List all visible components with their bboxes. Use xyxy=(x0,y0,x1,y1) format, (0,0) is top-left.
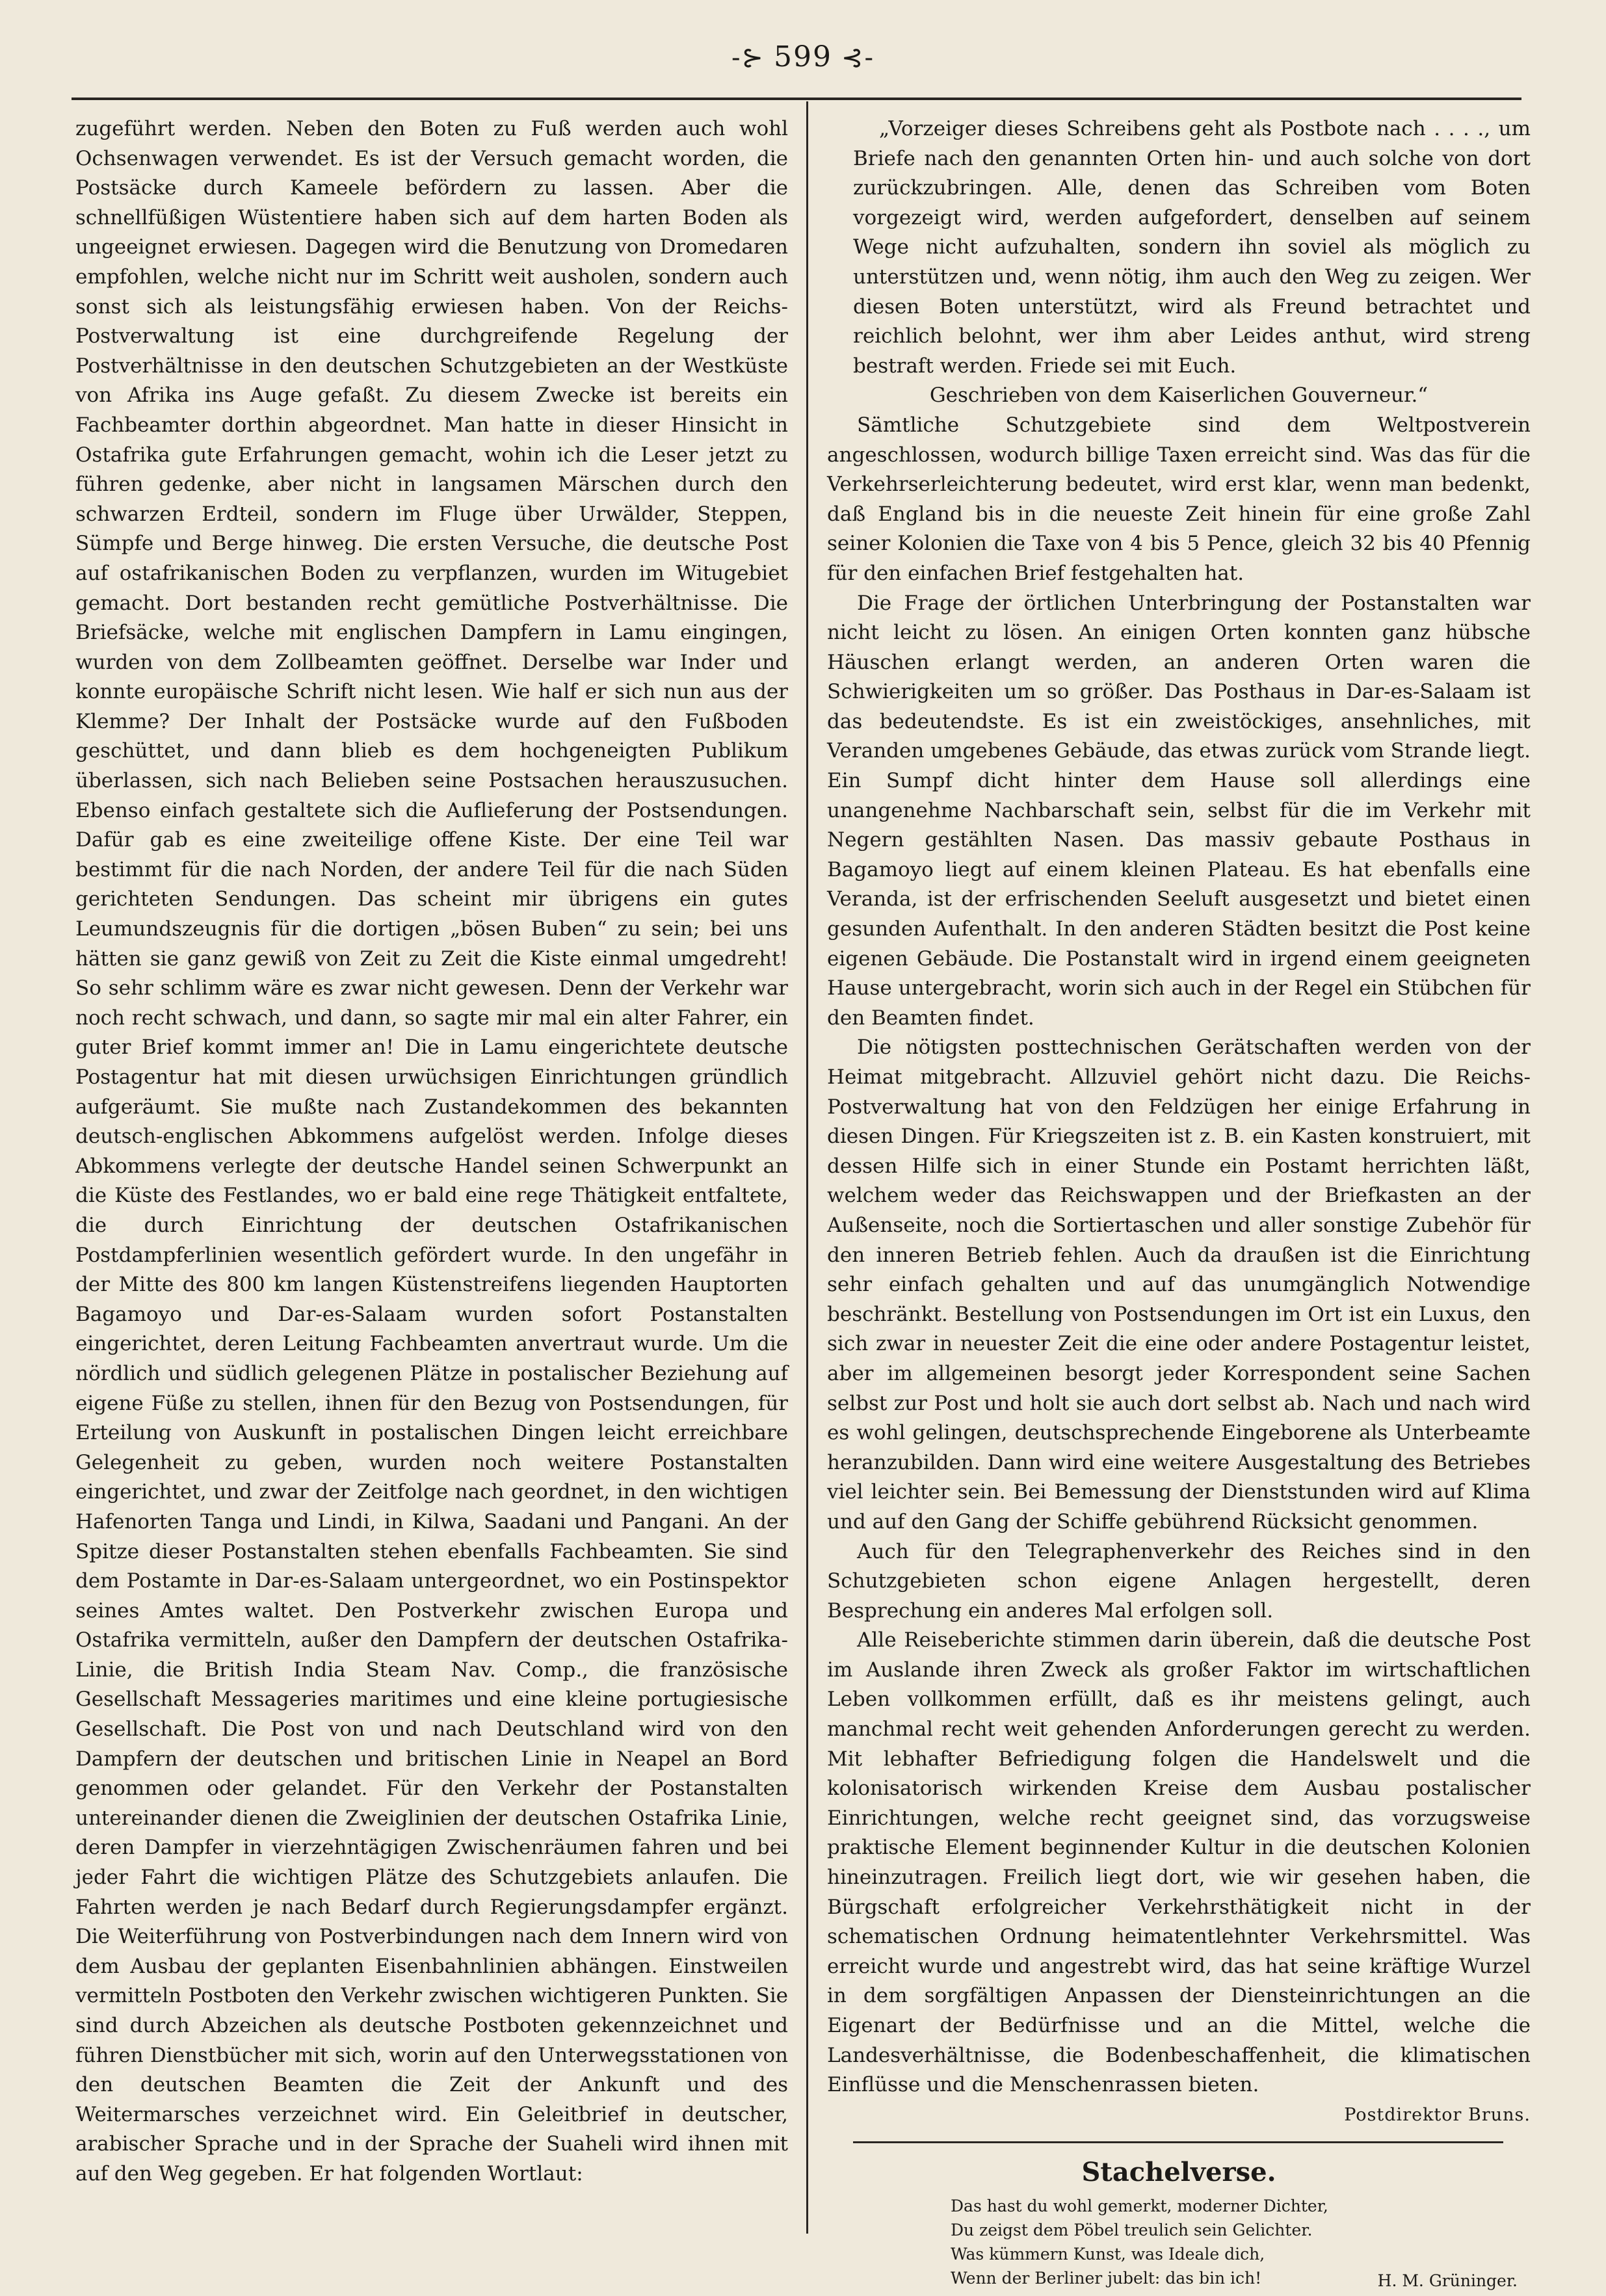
poem-line: Das hast du wohl gemerkt, moderner Dichter, xyxy=(951,2196,1328,2215)
paragraph-geraetschaften: Die nötigsten posttechnischen Gerätschaften werden von der Heimat mitgebracht. Allzuviel gehört nicht dazu. Die Reichs-Postverwaltung hat von den Feldzügen her einige Erfahrung in diesen Dingen. Für Kriegszeiten ist z. B. ein Kasten konstruiert, mit dessen Hilfe sich in einer Stunde ein Postamt herrichten läßt, welchem weder das Reichswappen und der Briefkasten an der Außenseite, noch die Sortiertaschen und aller sonstige Zubehör für den inneren Betrieb fehlen. Auch da draußen ist die Einrichtung sehr einfach gehalten und auf das unumgänglich Notwendige beschränkt. Bestellung von Postsendungen im Ort ist ein Luxus, den sich zwar in neuester Zeit die eine oder andere Postagentur leistet, aber im allgemeinen besorgt jeder Korrespondent seine Sachen selbst zur Post und holt sie auch dort selbst ab. Nach und nach wird es wohl gelingen, deutschsprechende Eingeborene als Unterbeamte heranzubilden. Dann wird eine weitere Ausgestaltung des Betriebes viel leichter sein. Bei Bemessung der Dienststunden wird auf Klima und auf den Gang der Schiffe gebührend Rücksicht genommen. xyxy=(827,1036,1531,1533)
poem-title: Stachelverse. xyxy=(1081,2157,1276,2188)
poem-line: Wenn der Berliner jubelt: das bin ich! xyxy=(951,2268,1262,2288)
paragraph-weltpostverein: Sämtliche Schutzgebiete sind dem Weltpostverein angeschlossen, wodurch billige Taxen erreicht sind. Was das für die Verkehrserleichterung bedeutet, wird erst klar, wenn man bedenkt, daß England bis in die neueste Zeit hinein für eine große Zahl seiner Kolonien die Taxe von 4 bis 5 Pence, gleich 32 bis 40 Pfennig für den einfachen Brief festgehalten hat. xyxy=(827,413,1531,585)
page-header xyxy=(0,40,1606,73)
poem-line: Du zeigst dem Pöbel treulich sein Gelichter. xyxy=(951,2220,1313,2239)
author-signature: Postdirektor Bruns. xyxy=(1344,2104,1531,2125)
column-divider xyxy=(806,101,808,2234)
left-column-text: zugeführt werden. Neben den Boten zu Fuß werden auch wohl Ochsenwagen verwendet. Es ist der Versuch gemacht worden, die Postsäcke durch Kameele befördern zu lassen. Aber die schnellfüßigen Wüstentiere haben sich auf dem harten Boden als ungeeignet erwiesen. Dagegen wird die Benutzung von Dromedaren empfohlen, welche nicht nur im Schritt weit ausholen, sondern auch sonst sich als leistungsfähig erwiesen haben. Von der Reichs-Postverwaltung ist eine durchgreifende Regelung der Postverhältnisse in den deutschen Schutzgebieten an der Westküste von Afrika ins Auge gefaßt. Zu diesem Zwecke ist bereits ein Fachbeamter dorthin abgeordnet. Man hatte in dieser Hinsicht in Ostafrika gute Erfahrungen gemacht, wohin ich die Leser jetzt zu führen gedenke, aber nicht in langsamen Märschen durch den schwarzen Erdteil, sondern im Fluge über Urwälder, Steppen, Sümpfe und Berge hinweg. Die ersten Versuche, die deutsche Post auf ostafrikanischen Boden zu verpflanzen, wurden im Witugebiet gemacht. Dort bestanden recht gemütliche Postverhältnisse. Die Briefsäcke, welche mit englischen Dampfern in Lamu eingingen, wurden von dem Zollbeamten geöffnet. Derselbe war Inder und konnte europäische Schrift nicht lesen. Wie half er sich nun aus der Klemme? Der Inhalt der Postsäcke wurde auf den Fußboden geschüttet, und dann blieb es dem hochgeneigten Publikum überlassen, sich nach Belieben seine Postsachen herauszusuchen. Ebenso einfach gestaltete sich die Auflieferung der Postsendungen. Dafür gab es eine zweiteilige offene Kiste. Der eine Teil war bestimmt für die nach Norden, der andere Teil für die nach Süden gerichteten Sendungen. Das scheint mir übrigens ein gutes Leumundszeugnis für die dortigen „bösen Buben“ zu sein; bei uns hätten sie ganz gewiß von Zeit zu Zeit die Kiste einmal umgedreht! So sehr schlimm wäre es zwar nicht gewesen. Denn der Verkehr war noch recht schwach, und dann, so sagte mir mal ein alter Fahrer, ein guter Brief kommt immer an! Die in Lamu eingerichtete deutsche Postagentur hat mit diesen urwüchsigen Einrichtungen gründlich aufgeräumt. Sie mußte nach Zustandekommen des bekannten deutsch-englischen Abkommens aufgelöst werden. Infolge dieses Abkommens verlegte der deutsche Handel seinen Schwerpunkt an die Küste des Festlandes, wo er bald eine rege Thätigkeit entfaltete, die durch Einrichtung der deutschen Ostafrikanischen Postdampferlinien wesentlich gefördert wurde. In den ungefähr in der Mitte des 800 km langen Küstenstreifens liegenden Hauptorten Bagamoyo und Dar-es-Salaam wurden sofort Postanstalten eingerichtet, deren Leitung Fachbeamten anvertraut wurde. Um die nördlich und südlich gelegenen Plätze in postalischer Beziehung auf eigene Füße zu stellen, ihnen für den Bezug von Postsendungen, für Erteilung von Auskunft in postalischen Dingen leicht erreichbare Gelegenheit zu geben, wurden noch weitere Postanstalten eingerichtet, und zwar der Zeitfolge nach geordnet, in den wichtigen Hafenorten Tanga und Lindi, in Kilwa, Saadani und Pangani. An der Spitze dieser Postanstalten stehen ebenfalls Fachbeamten. Sie sind dem Postamte in Dar-es-Salaam untergeordnet, wo ein Postinspektor seines Amtes waltet. Den Postverkehr zwischen Europa und Ostafrika vermitteln, außer den Dampfern der deutschen Ostafrika-Linie, die British India Steam Nav. Comp., die französische Gesellschaft Messageries maritimes und eine kleine portugiesische Gesellschaft. Die Post von und nach Deutschland wird von den Dampfern der deutschen und britischen Linie in Neapel an Bord genommen oder gelandet. Für den Verkehr der Postanstalten untereinander dienen die Zweiglinien der deutschen Ostafrika Linie, deren Dampfer in vierzehntägigen Zwischenräumen fahren und bei jeder Fahrt die wichtigen Plätze des Schutzgebiets anlaufen. Die Fahrten werden je nach Bedarf durch Regierungsdampfer ergänzt. Die Weiterführung von Postverbindungen nach dem Innern wird von dem Ausbau der geplanten Eisenbahnlinien abhängen. Einstweilen vermitteln Postboten den Verkehr zwischen wichtigeren Punkten. Sie sind durch Abzeichen als deutsche Postboten gekennzeichnet und führen Dienstbücher mit sich, worin auf den Unterwegsstationen von den deutschen Beamten die Zeit der Ankunft und des Weitermarsches verzeichnet wird. Ein Geleitbrief in deutscher, arabischer Sprache und in der Sprache der Suaheli wird ihnen mit auf den Weg gegeben. Er hat folgenden Wortlaut: xyxy=(75,117,788,2185)
ornament-left: -⊱ xyxy=(731,43,765,73)
paragraph-postanstalten: Die Frage der örtlichen Unterbringung der Postanstalten war nicht leicht zu lösen. An einigen Orten konnten ganz hübsche Häuschen erlangt werden, an anderen Orten waren die Schwierigkeiten um so größer. Das Posthaus in Dar-es-Salaam ist das bedeutendste. Es ist ein zweistöckiges, ansehnliches, mit Veranden umgebenes Gebäude, das etwas zurück vom Strande liegt. Ein Sumpf dicht hinter dem Hause soll allerdings eine unangenehme Nachbarschaft sein, selbst für die im Verkehr mit Negern gestählten Nasen. Das massiv gebaute Posthaus in Bagamoyo liegt auf einem kleinen Plateau. Es hat ebenfalls eine Veranda, ist der erfrischenden Seeluft ausgesetzt und bietet einen gesunden Aufenthalt. In den anderen Städten besitzt die Post keine eigenen Gebäude. Die Postanstalt wird in irgend einem geeigneten Hause untergebracht, worin sich auch in der Regel ein Stübchen für den Beamten findet. xyxy=(827,591,1531,1030)
poem-author: H. M. Grüninger. xyxy=(1377,2271,1518,2290)
left-column xyxy=(75,114,788,2189)
ornament-right: ⊰- xyxy=(841,43,875,73)
poem-line: Was kümmern Kunst, was Ideale dich, xyxy=(951,2244,1265,2263)
top-rule xyxy=(72,98,1521,100)
section-rule xyxy=(853,2141,1503,2143)
paragraph-reiseberichte: Alle Reiseberichte stimmen darin überein, daß die deutsche Post im Auslande ihren Zweck als großer Faktor im wirtschaftlichen Leben vollkommen erfüllt, daß es ihr meistens gelingt, auch manchmal recht weit gehenden Anforderungen gerecht zu werden. Mit lebhafter Befriedigung folgen die Handelswelt und die kolonisatorisch wirkenden Kreise dem Ausbau postalischer Einrichtungen, welche recht geeignet sind, das vorzugsweise praktische Element beginnender Kultur in die deutschen Kolonien hineinzutragen. Freilich liegt dort, wie wir gesehen haben, die Bürgschaft erfolgreicher Verkehrsthätigkeit nicht in der schematischen Ordnung heimatentlehnter Verkehrsmittel. Was erreicht wurde und angestrebt wird, das hat seine kräftige Wurzel in dem sorgfältigen Anpassen der Diensteinrichtungen an die Eigenart der Bedürfnisse und an die Mittel, welche die Landesverhältnisse, die Bodenbeschaffenheit, die klimatischen Einflüsse und die Menschenrassen bieten. xyxy=(827,1628,1531,2097)
right-column xyxy=(827,114,1531,2296)
letter-signed: Geschrieben von dem Kaiserlichen Gouverneur.“ xyxy=(929,384,1428,408)
letter-quote: „Vorzeiger dieses Schreibens geht als Postbote nach . . . ., um Briefe nach den genannten Orten hin- und auch solche von dort zurückzubringen. Alle, denen das Schreiben vom Boten vorgezeigt wird, werden aufgefordert, denselben auf seinem Wege nicht aufzuhalten, sondern ihn soviel als möglich zu unterstützen und, wenn nötig, ihm auch den Weg zu zeigen. Wer diesen Boten unterstützt, wird als Freund betrachtet und reichlich belohnt, wer ihm aber Leides anthut, wird streng bestraft werden. Friede sei mit Euch. xyxy=(853,117,1531,378)
paragraph-telegraphen: Auch für den Telegraphenverkehr des Reiches sind in den Schutzgebieten schon eigene Anlagen hergestellt, deren Besprechung ein anderes Mal erfolgen soll. xyxy=(827,1539,1531,1623)
page-number: 599 xyxy=(774,40,832,73)
